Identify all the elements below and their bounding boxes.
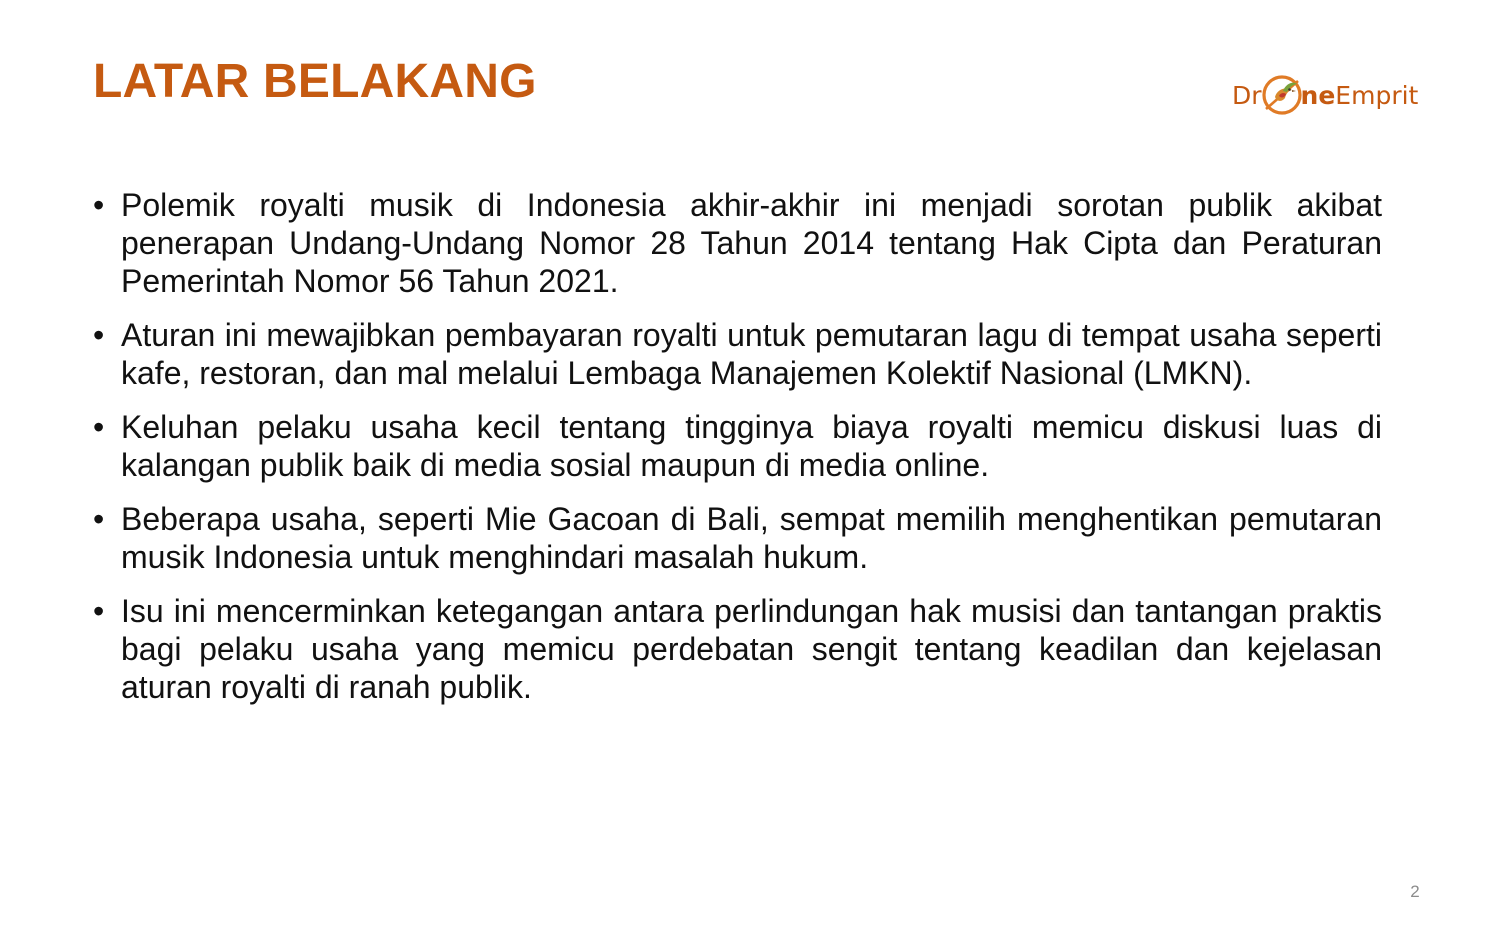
logo-text-emprit: Emprit [1335,80,1419,110]
bullet-item [93,592,1382,706]
bullet-dot: • [93,317,105,353]
bullet-text: Isu ini mencerminkan ketegangan antara perlindungan hak musisi dan tantangan praktis bagi pelaku usaha yang memicu perdebatan sengit tentang keadilan dan kejelasan aturan royalti di ranah publik. [121,593,1382,705]
bullet-dot: • [93,187,105,223]
bullet-item [93,186,1382,300]
bullet-text: Aturan ini mewajibkan pembayaran royalti untuk pemutaran lagu di tempat usaha seperti kafe, restoran, dan mal melalui Lembaga Manajemen Kolektif Nasional (LMKN). [121,317,1382,391]
logo-text-dr: Dr [1232,80,1262,110]
bullet-item [93,316,1382,392]
bullet-item [93,500,1382,576]
bullet-text: Beberapa usaha, seperti Mie Gacoan di Bali, sempat memilih menghentikan pemutaran musik Indonesia untuk menghindari masalah hukum. [121,501,1382,575]
page-number: 2 [1410,882,1420,901]
bullet-dot: • [93,409,105,445]
bullet-dot: • [93,593,105,629]
slide-title: LATAR BELAKANG [93,55,537,108]
bullet-dot: • [93,501,105,537]
bullet-text: Polemik royalti musik di Indonesia akhir-akhir ini menjadi sorotan publik akibat penerapan Undang-Undang Nomor 28 Tahun 2014 tentang Hak Cipta dan Peraturan Pemerintah Nomor 56 Tahun 2021. [121,187,1382,299]
bullet-item [93,408,1382,484]
drone-bird-icon [1259,72,1305,118]
bullet-list [93,186,1382,722]
bullet-text: Keluhan pelaku usaha kecil tentang tingginya biaya royalti memicu diskusi luas di kalangan publik baik di media sosial maupun di media online. [121,409,1382,483]
drone-emprit-logo [1232,68,1437,122]
logo-text-ne: ne [1300,80,1336,110]
